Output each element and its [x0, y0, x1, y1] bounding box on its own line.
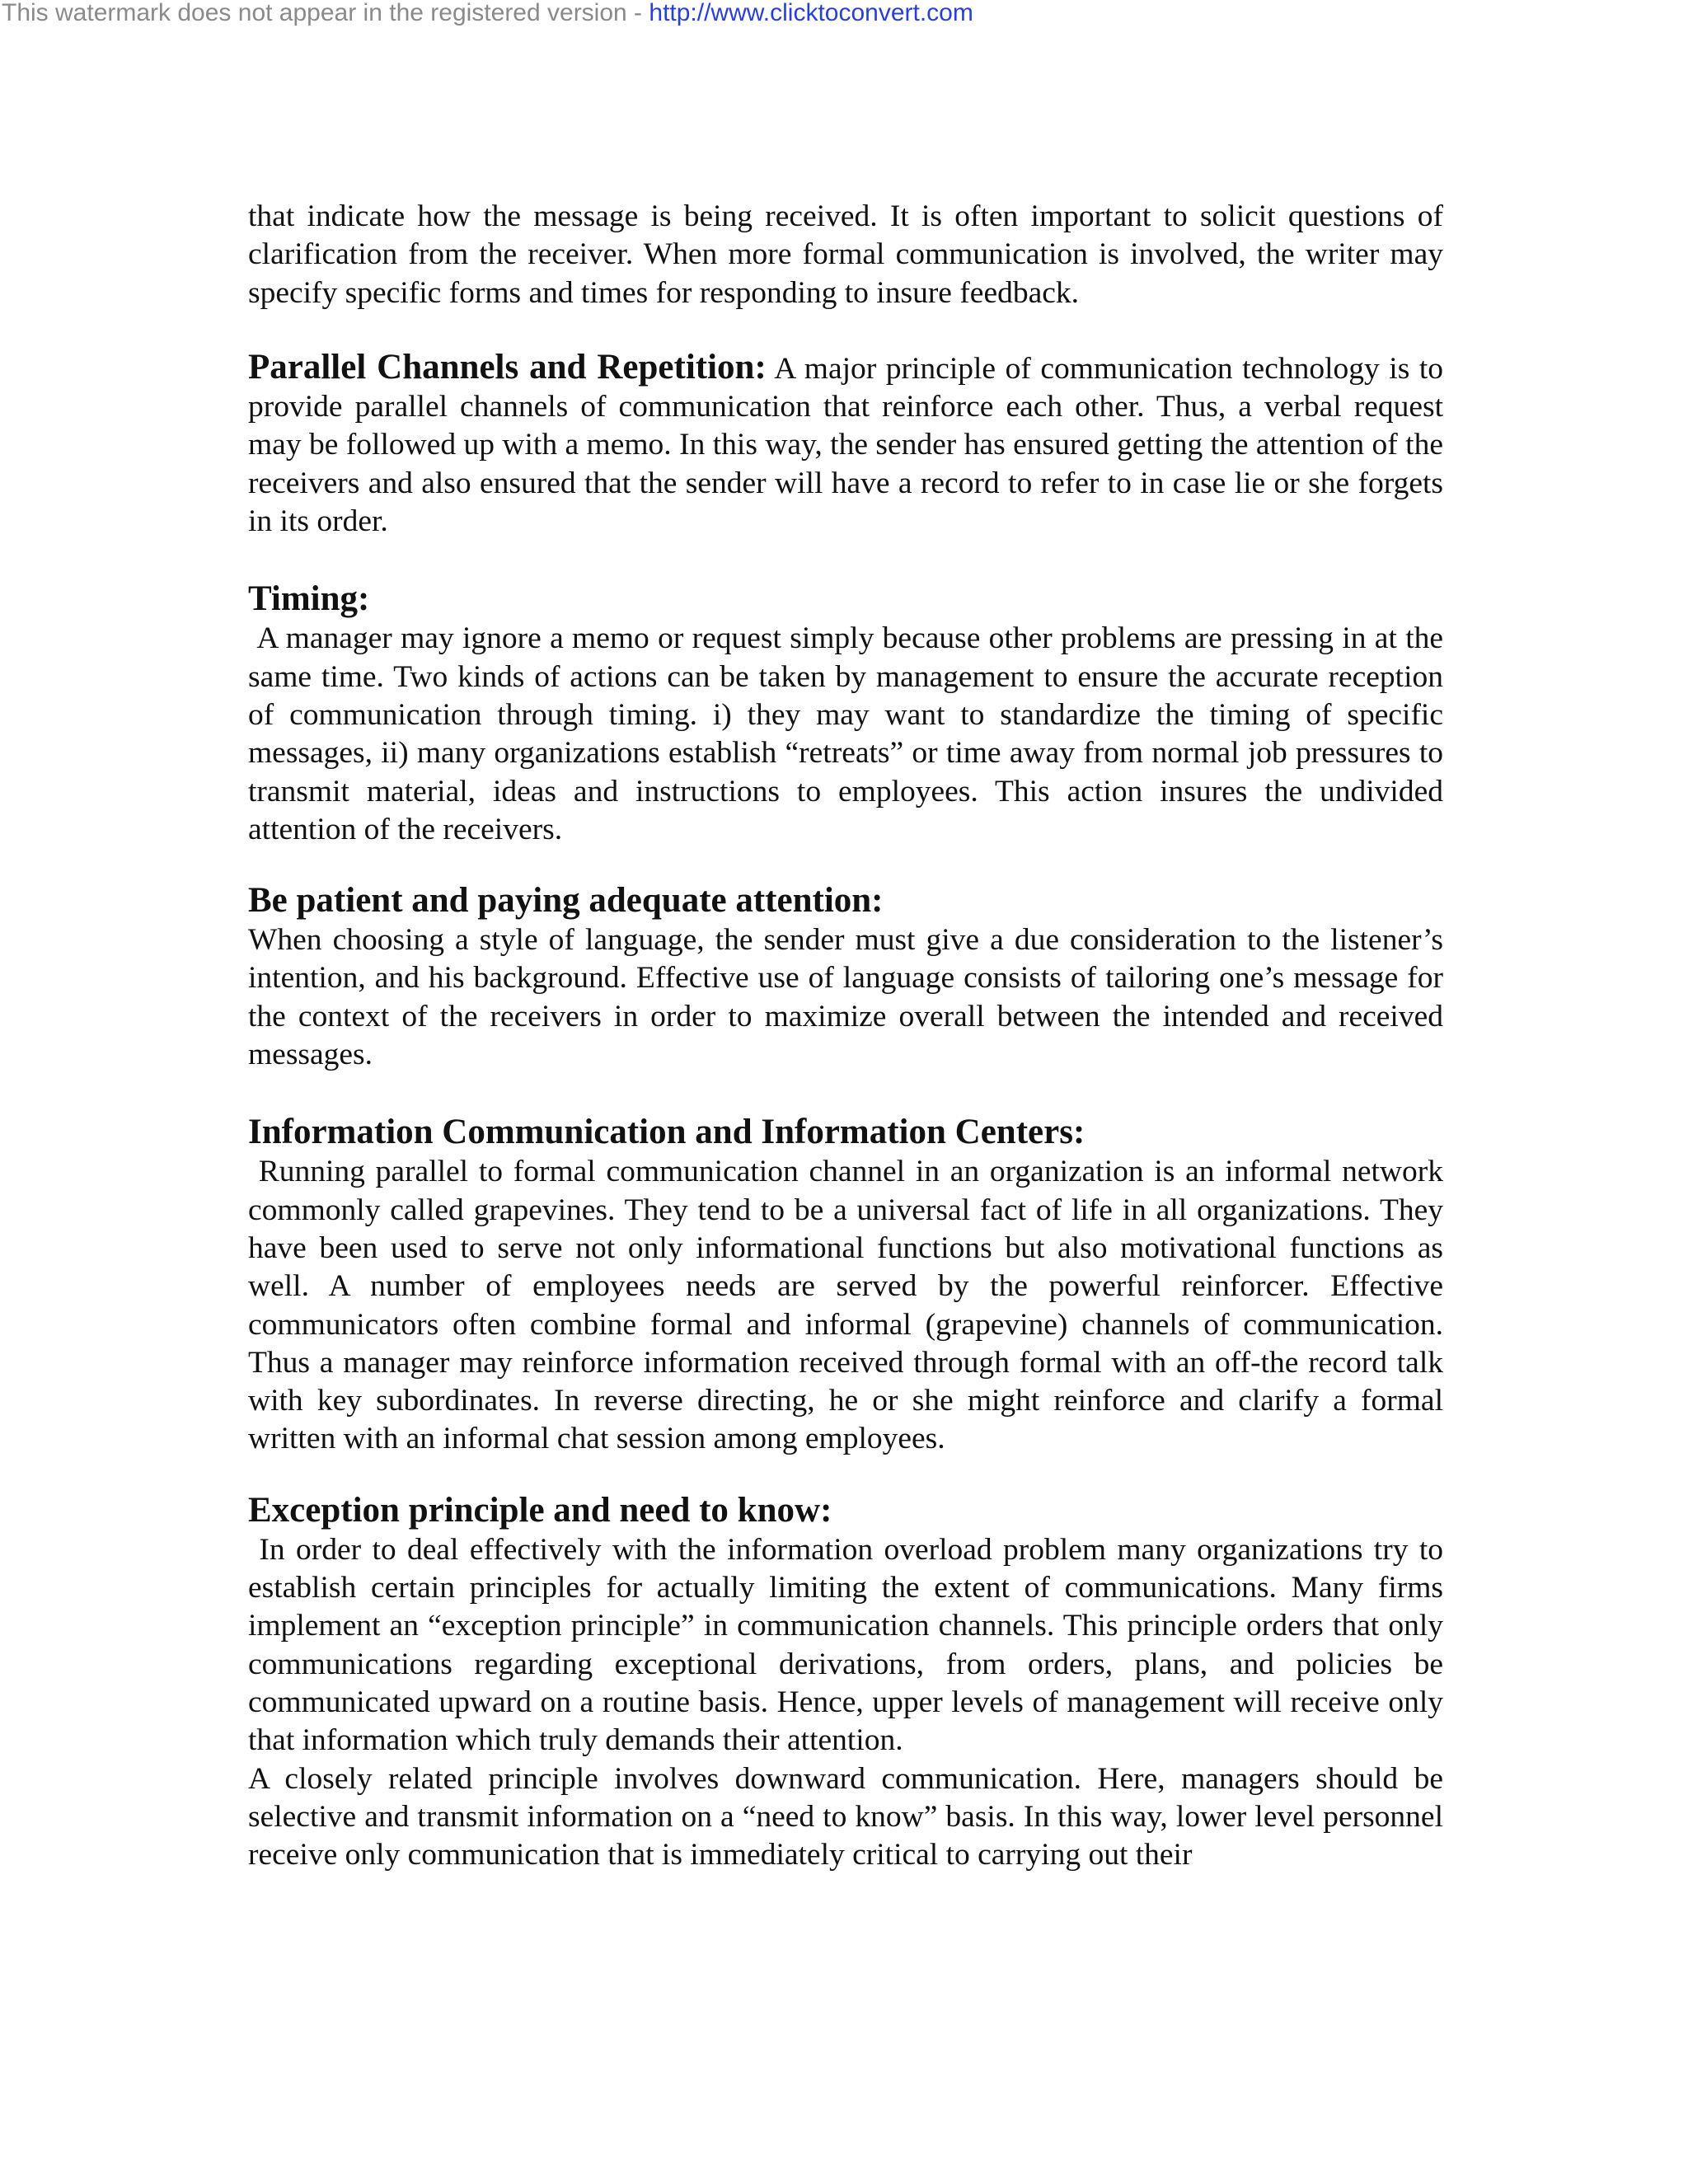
exception-paragraph-1: [248, 1531, 1443, 1760]
exception-text-1: In order to deal effectively with the information overload problem many organizations try to establish certain principles for actually limiting the extent of communications. Many firms implement an “exception principle” in communication channels. This principle orders that only communications regarding exceptional derivations, from orders, plans, and policies be communicated upward on a routine basis. Hence, upper levels of management will receive only that information which truly demands their attention.: [248, 1532, 1443, 1758]
section-exception-principle: [248, 1490, 1443, 1875]
information-paragraph: [248, 1153, 1443, 1458]
section-parallel-channels: [248, 349, 1443, 541]
section-timing: [248, 579, 1443, 849]
parallel-text: A major principle of communication technology is to provide parallel channels of communication that reinforce each other. Thus, a verbal request may be followed up with a memo. In this way, the sender has ensured getting the attention of the receivers and also ensured that the sender will have a record to refer to in case lie or she forgets in its order.: [248, 351, 1443, 539]
document-body: [248, 198, 1443, 1874]
patient-heading: Be patient and paying adequate attention:: [248, 881, 884, 921]
section-patient: [248, 880, 1443, 1074]
timing-heading: Timing:: [248, 579, 370, 619]
exception-paragraph-2: A closely related principle involves downward communication. Here, managers should be selective and transmit information on a “need to know” basis. In this way, lower level personnel receive only communication that is immediately critical to carrying out their: [248, 1761, 1443, 1872]
information-text: Running parallel to formal communication channel in an organization is an informal network commonly called grapevines. They tend to be a universal fact of life in all organizations. They have been used to serve not only informational functions but also motivational functions as well. A number of employees needs are served by the powerful reinforcer. Effective communicators often combine formal and informal (grapevine) channels of communication. Thus a manager may reinforce information received through formal with an off-the record talk with key subordinates. In reverse directing, he or she might reinforce and clarify a formal written with an informal chat session among employees.: [248, 1155, 1444, 1456]
watermark-banner: [2, 0, 973, 26]
intro-paragraph: that indicate how the message is being received. It is often important to solicit questions of clarification from the receiver. When more formal communication is involved, the writer may specify specific forms and times for responding to insure feedback.: [248, 199, 1443, 310]
parallel-heading: Parallel Channels and Repetition:: [248, 347, 767, 387]
timing-text: A manager may ignore a memo or request simply because other problems are pressing in at the same time. Two kinds of actions can be taken by management to ensure the accurate reception of communication through timing. i) they may want to standardize the timing of specific messages, ii) many organizations establish “retreats” or time away from normal job pressures to transmit material, ideas and instructions to employees. This action insures the undivided attention of the receivers.: [248, 621, 1444, 846]
section-information-centers: [248, 1112, 1443, 1458]
timing-paragraph: [248, 620, 1443, 849]
information-heading: Information Communication and Information Centers:: [248, 1113, 1085, 1152]
patient-paragraph: When choosing a style of language, the sender must give a due consideration to the listener’s intention, and his background. Effective use of language consists of tailoring one’s message for the context of the receivers in order to maximize overall between the intended and received messages.: [248, 923, 1443, 1072]
exception-heading: Exception principle and need to know:: [248, 1490, 832, 1530]
parallel-paragraph: [248, 349, 1443, 541]
watermark-text: This watermark does not appear in the registered version -: [2, 0, 649, 26]
watermark-link[interactable]: http://www.clicktoconvert.com: [649, 0, 973, 26]
